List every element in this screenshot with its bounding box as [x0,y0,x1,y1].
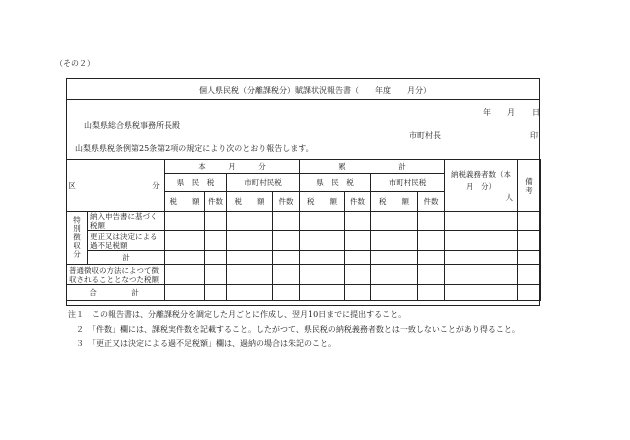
sender-label: 市町村長 [409,131,441,140]
note-2: ２ 「件数」欄には、課税実件数を記載すること。したがつて、県民税の納税義務者数とは一致しないことがあり得ること。 [76,325,520,334]
header-category: 区 分 [67,160,165,212]
cell [227,231,273,251]
row-filed-label: 納入申告書に基づく税額 [88,212,165,231]
cell [227,265,273,285]
cell [165,265,205,285]
note-3: ３ 「更正又は決定による過不足税額」欄は、過納の場合は朱記のこと。 [76,339,336,348]
cell [273,265,300,285]
form-number: （その２） [55,59,95,68]
header-cumulative-muni-tax: 市町村民税 [371,174,445,192]
cell [518,265,541,285]
cell [300,212,345,231]
cell [418,265,445,285]
header-amount-2: 税 額 [227,192,273,212]
cell [165,212,205,231]
row-correction-label: 更正又は決定による過不足税額 [88,231,165,251]
header-cumulative-pref-tax: 県 民 税 [300,174,371,192]
header-count-4: 件数 [418,192,445,212]
cell [418,251,445,265]
cell [273,231,300,251]
cell [445,231,518,251]
header-count-1: 件数 [205,192,227,212]
statement: 山梨県県税条例第25条第2項の規定により次のとおり報告します。 [75,144,314,153]
header-amount-1: 税 額 [165,192,205,212]
cell [273,285,300,301]
header-taxpayers-label: 納税義務者数（本 月 分） [451,170,519,191]
cell [445,212,518,231]
cell [371,285,418,301]
cell [345,231,371,251]
cell [300,285,345,301]
form-title: 個人県民税（分離課税分）賦課状況報告書（ 年度 月分） [199,86,431,95]
header-taxpayers-unit: 人 [505,193,513,202]
header-remarks: 備 考 [518,160,541,212]
cell [518,231,541,251]
cell [165,231,205,251]
cell [273,251,300,265]
header-count-3: 件数 [345,192,371,212]
cell [371,231,418,251]
date-year-label: 年 [483,108,491,117]
header-amount-3: 税 額 [300,192,345,212]
cell [445,251,518,265]
header-this-month-muni-tax: 市町村民税 [227,174,300,192]
cell [518,251,541,265]
report-table [66,159,548,301]
cell [345,265,371,285]
cell [227,285,273,301]
cell [205,265,227,285]
row-total-label: 合 計 [67,285,165,301]
seal-label: 印 [530,131,538,140]
cell [205,285,227,301]
addressee: 山梨県総合県税事務所長殿 [84,121,180,130]
cell [205,231,227,251]
row-subtotal-label: 計 [88,251,165,265]
date-month-label: 月 [507,108,515,117]
cell [418,231,445,251]
header-amount-4: 税 額 [371,192,418,212]
group-special-collection [67,212,88,265]
cell [227,212,273,231]
cell [300,265,345,285]
date-day-label: 日 [532,108,540,117]
header-cumulative: 累 計 [300,160,445,174]
note-1: 注１ この報告書は、分離課税分を調定した月ごとに作成し、翌月10日までに提出すること。 [68,310,407,319]
row-ordinary-label: 普通徴収の方法によつて徴収されることとなつた税額 [67,265,165,285]
cell [300,251,345,265]
cell [418,285,445,301]
cell [371,265,418,285]
cell [227,251,273,265]
cell [371,251,418,265]
title-divider [66,99,540,100]
cell [273,212,300,231]
header-this-month: 本 月 分 [165,160,300,174]
cell [345,251,371,265]
cell [418,212,445,231]
cell [165,251,205,265]
cell [345,212,371,231]
header-count-2: 件数 [273,192,300,212]
header-taxpayers [445,160,518,212]
group-special-label: 特別徴収分 [72,215,82,259]
cell [518,212,541,231]
cell [445,285,518,301]
cell [300,231,345,251]
cell [345,285,371,301]
cell [205,212,227,231]
header-this-month-pref-tax: 県 民 税 [165,174,227,192]
cell [205,251,227,265]
cell [445,265,518,285]
cell [518,285,541,301]
cell [371,212,418,231]
cell [165,285,205,301]
